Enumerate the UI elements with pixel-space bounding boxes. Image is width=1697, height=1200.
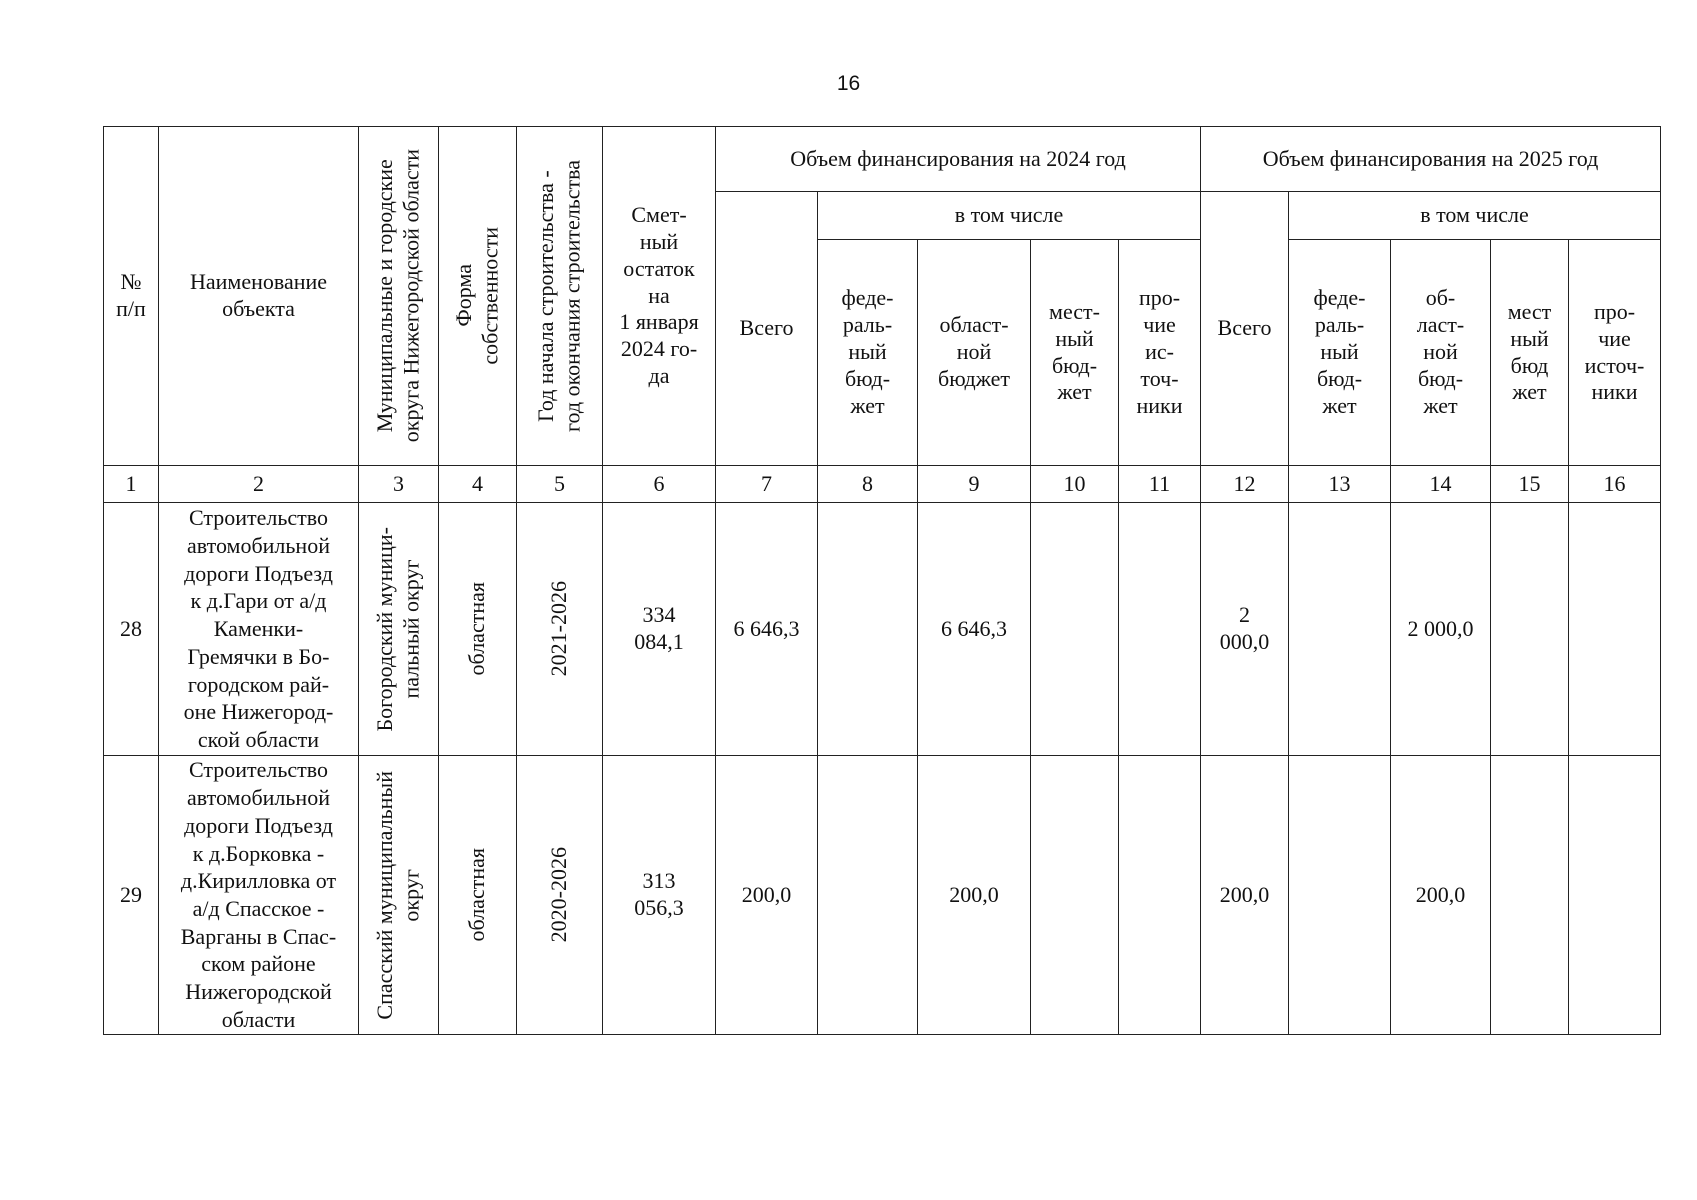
row-ownership (439, 503, 517, 756)
header-fed-2024: феде- раль- ный бюд- жет (818, 240, 918, 466)
row-ownership-text: областная (464, 848, 490, 942)
row-total-2025: 2 000,0 (1201, 503, 1289, 756)
header-group-2025: Объем финансирования на 2025 год (1201, 127, 1661, 192)
header-fed-2025: феде- раль- ный бюд- жет (1289, 240, 1391, 466)
row-reg-2024: 200,0 (918, 756, 1031, 1035)
row-oth-2024 (1119, 756, 1201, 1035)
row-oth-2025 (1569, 503, 1661, 756)
column-number: 10 (1031, 466, 1119, 503)
header-district-text: Муниципальные и городские округа Нижегородской области (372, 149, 424, 443)
row-oth-2024 (1119, 503, 1201, 756)
header-years-text: Год начала строительства - год окончания строительства (533, 160, 585, 432)
row-years-text: 2021-2026 (546, 581, 572, 677)
row-ownership (439, 756, 517, 1035)
header-years (517, 127, 603, 466)
header-total-2024: Всего (716, 192, 818, 466)
column-number: 16 (1569, 466, 1661, 503)
header-row-groups (104, 127, 1661, 192)
row-district-text: Спасский муниципальный округ (372, 770, 424, 1020)
header-loc-2025: мест ный бюд жет (1491, 240, 1569, 466)
row-fed-2024 (818, 756, 918, 1035)
column-number: 2 (159, 466, 359, 503)
header-loc-2024: мест- ный бюд- жет (1031, 240, 1119, 466)
row-object-name: Строительство автомобильной дороги Подъезд к д.Борковка - д.Кирилловка от а/д Спасское - Варганы в Спас- ском районе Нижегородской области (159, 756, 359, 1035)
column-number: 6 (603, 466, 716, 503)
table-row (104, 503, 1661, 756)
column-number: 14 (1391, 466, 1491, 503)
row-district (359, 756, 439, 1035)
header-oth-2024: про- чие ис- точ- ники (1119, 240, 1201, 466)
row-years-text: 2020-2026 (546, 847, 572, 943)
row-object-name: Строительство автомобильной дороги Подъезд к д.Гари от а/д Каменки- Гремячки в Бо- городском рай- оне Нижегород- ской области (159, 503, 359, 756)
row-loc-2025 (1491, 756, 1569, 1035)
row-fed-2024 (818, 503, 918, 756)
header-group-2024: Объем финансирования на 2024 год (716, 127, 1201, 192)
row-district (359, 503, 439, 756)
row-loc-2025 (1491, 503, 1569, 756)
table-row (104, 756, 1661, 1035)
row-oth-2025 (1569, 756, 1661, 1035)
column-number: 12 (1201, 466, 1289, 503)
row-fed-2025 (1289, 503, 1391, 756)
row-loc-2024 (1031, 503, 1119, 756)
row-remaining: 334 084,1 (603, 503, 716, 756)
column-number: 3 (359, 466, 439, 503)
column-number-row (104, 466, 1661, 503)
page-number: 16 (836, 72, 861, 95)
column-number: 1 (104, 466, 159, 503)
row-reg-2024: 6 646,3 (918, 503, 1031, 756)
row-years (517, 756, 603, 1035)
row-num: 28 (104, 503, 159, 756)
column-number: 4 (439, 466, 517, 503)
row-total-2025: 200,0 (1201, 756, 1289, 1035)
header-incl-2024: в том числе (818, 192, 1201, 240)
column-number: 8 (818, 466, 918, 503)
header-ownership-text: Форма собственности (451, 227, 503, 365)
row-total-2024: 200,0 (716, 756, 818, 1035)
header-object-name: Наименование объекта (159, 127, 359, 466)
financing-table (103, 126, 1661, 1035)
header-total-2025: Всего (1201, 192, 1289, 466)
header-oth-2025: про- чие источ- ники (1569, 240, 1661, 466)
header-incl-2025: в том числе (1289, 192, 1661, 240)
header-ownership (439, 127, 517, 466)
row-loc-2024 (1031, 756, 1119, 1035)
column-number: 11 (1119, 466, 1201, 503)
column-number: 13 (1289, 466, 1391, 503)
row-total-2024: 6 646,3 (716, 503, 818, 756)
header-remaining: Смет- ный остаток на 1 января 2024 го- да (603, 127, 716, 466)
row-years (517, 503, 603, 756)
row-reg-2025: 2 000,0 (1391, 503, 1491, 756)
column-number: 5 (517, 466, 603, 503)
header-num: № п/п (104, 127, 159, 466)
column-number: 9 (918, 466, 1031, 503)
row-remaining: 313 056,3 (603, 756, 716, 1035)
row-ownership-text: областная (464, 582, 490, 676)
column-number: 7 (716, 466, 818, 503)
row-reg-2025: 200,0 (1391, 756, 1491, 1035)
column-number: 15 (1491, 466, 1569, 503)
row-fed-2025 (1289, 756, 1391, 1035)
header-reg-2025: об- ласт- ной бюд- жет (1391, 240, 1491, 466)
row-district-text: Богородский муници- пальный округ (372, 526, 424, 732)
row-num: 29 (104, 756, 159, 1035)
header-district (359, 127, 439, 466)
header-reg-2024: област- ной бюджет (918, 240, 1031, 466)
